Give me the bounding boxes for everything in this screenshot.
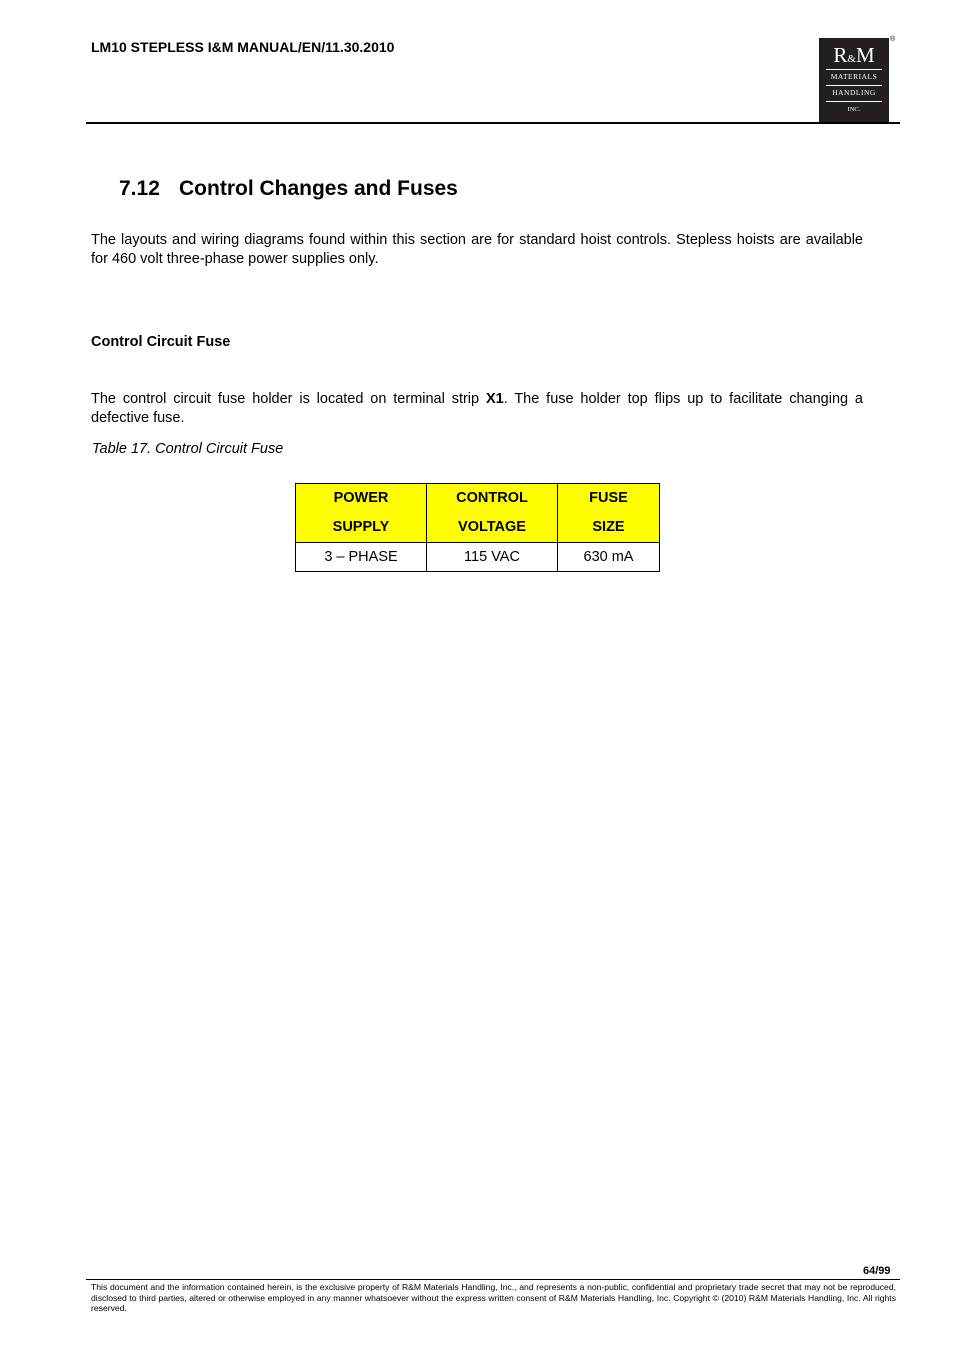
table-row [296, 543, 660, 572]
section-heading [119, 177, 458, 201]
header-divider [86, 122, 900, 124]
registered-mark: ® [890, 36, 896, 43]
subsection-heading: Control Circuit Fuse [91, 334, 231, 350]
logo-line-inc: INC. [847, 106, 861, 113]
logo-monogram: R&M [833, 43, 875, 67]
table-header-row [296, 484, 660, 543]
fuse-paragraph: The control circuit fuse holder is located on terminal strip X1. The fuse holder top flips up to facilitate changing a defective fuse. [91, 391, 863, 426]
terminal-strip-label: X1 [485, 391, 504, 407]
company-logo [819, 38, 889, 122]
cell-control-voltage: 115 VAC [427, 543, 558, 572]
legal-notice: This document and the information contained herein, is the exclusive property of R&M Materials Handling, Inc., and represents a non-public, confidential and proprietary trade secret that may not be reproduced, disclosed to third parties, altered or otherwise employed in any manner whatsoever without the express written consent of R&M Materials Handling, Inc. Copyright © (2010) R&M Materials Handling, Inc. All rights reserved. [91, 1282, 896, 1313]
header-fuse-size: FUSE SIZE [558, 484, 660, 543]
section-number: 7.12 [119, 177, 160, 200]
document-title: LM10 STEPLESS I&M MANUAL/EN/11.30.2010 [91, 39, 395, 55]
intro-paragraph: The layouts and wiring diagrams found within this section are for standard hoist controls. Stepless hoists are available for 460 volt three-phase power supplies only. [91, 232, 863, 267]
cell-fuse-size: 630 mA [558, 543, 660, 572]
page-number: 64/99 [863, 1265, 891, 1277]
header-control-voltage: CONTROL VOLTAGE [427, 484, 558, 543]
table-caption: Table 17. Control Circuit Fuse [92, 441, 284, 457]
section-title: Control Changes and Fuses [179, 177, 458, 200]
control-circuit-fuse-table [295, 483, 660, 572]
logo-line-handling: HANDLING [832, 88, 876, 97]
footer-divider [86, 1279, 900, 1280]
header-power-supply: POWER SUPPLY [296, 484, 427, 543]
logo-line-materials: MATERIALS [830, 72, 878, 81]
cell-power-supply: 3 – PHASE [296, 543, 427, 572]
